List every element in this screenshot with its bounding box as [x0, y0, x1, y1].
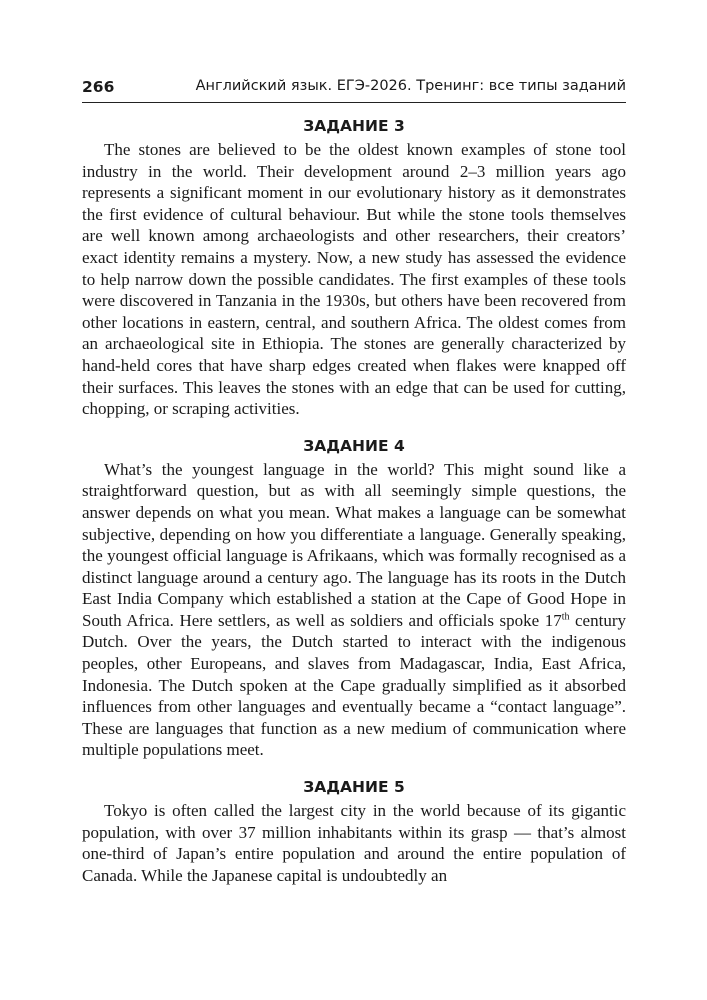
- page-number: 266: [82, 78, 115, 96]
- section-task-3: [82, 113, 626, 420]
- section-paragraph: The stones are believed to be the oldest known examples of stone tool industry in the world. Their development around 2–3 million years ago represents a significant moment in our evolutionary history as it demonstrates the first evidence of cultural behaviour. But while the stone tools themselves are well known among archaeologists and other researchers, their creators’ exact identity remains a mystery. Now, a new study has assessed the evidence to help narrow down the possible candidates. The first examples of these tools were discovered in Tanzania in the 1930s, but others have been recovered from other locations in eastern, central, and southern Africa. The oldest comes from an archaeological site in Ethiopia. The stones are generally characterized by hand-held cores that have sharp edges created when flakes were knapped off their surfaces. This leaves the stones with an edge that can be used for cutting, chopping, or scraping activities.: [82, 140, 626, 419]
- section-task-5: [82, 774, 626, 886]
- section-heading: ЗАДАНИЕ 3: [303, 117, 405, 135]
- ordinal-superscript: th: [561, 611, 570, 623]
- section-heading: ЗАДАНИЕ 4: [303, 436, 405, 455]
- page-header: [82, 72, 626, 102]
- section-heading: ЗАДАНИЕ 5: [303, 778, 405, 797]
- running-title: Английский язык. ЕГЭ-2026. Тренинг: все типы заданий: [195, 78, 626, 94]
- paragraph-text-start: What’s the youngest language in the world? This might sound like a straightforward question, but as with all seemingly simple questions, the answer depends on what you mean. What makes a language can be somewhat subjective, depending on how you differentiate a language. Generally speaking, the youngest official language is Afrikaans, which was formally recognised as a distinct language around a century ago. The language has its roots in the Dutch East India Company which established a station at the Cape of Good Hope in South Africa. Here settlers, as well as soldiers and officials spoke 17: [82, 459, 626, 630]
- section-paragraph: Tokyo is often called the largest city in the world because of its gigantic population, with over 37 million inhabitants within its grasp — that’s almost one-third of Japan’s entire population and around the entire population of Canada. While the Japanese capital is undoubtedly an: [82, 801, 626, 885]
- header-rule: [82, 102, 626, 103]
- section-task-4: [82, 433, 626, 761]
- section-paragraph: [82, 459, 626, 761]
- page-content: [82, 113, 626, 886]
- paragraph-text-end: century Dutch. Over the years, the Dutch started to interact with the indigenous peoples, other Europeans, and slaves from Madagascar, India, East Africa, Indonesia. The Dutch spoken at the Cape gradually simplified as it absorbed influences from other languages and eventually became a “contact language”. These are languages that function as a new medium of communication where multiple populations meet.: [82, 610, 626, 760]
